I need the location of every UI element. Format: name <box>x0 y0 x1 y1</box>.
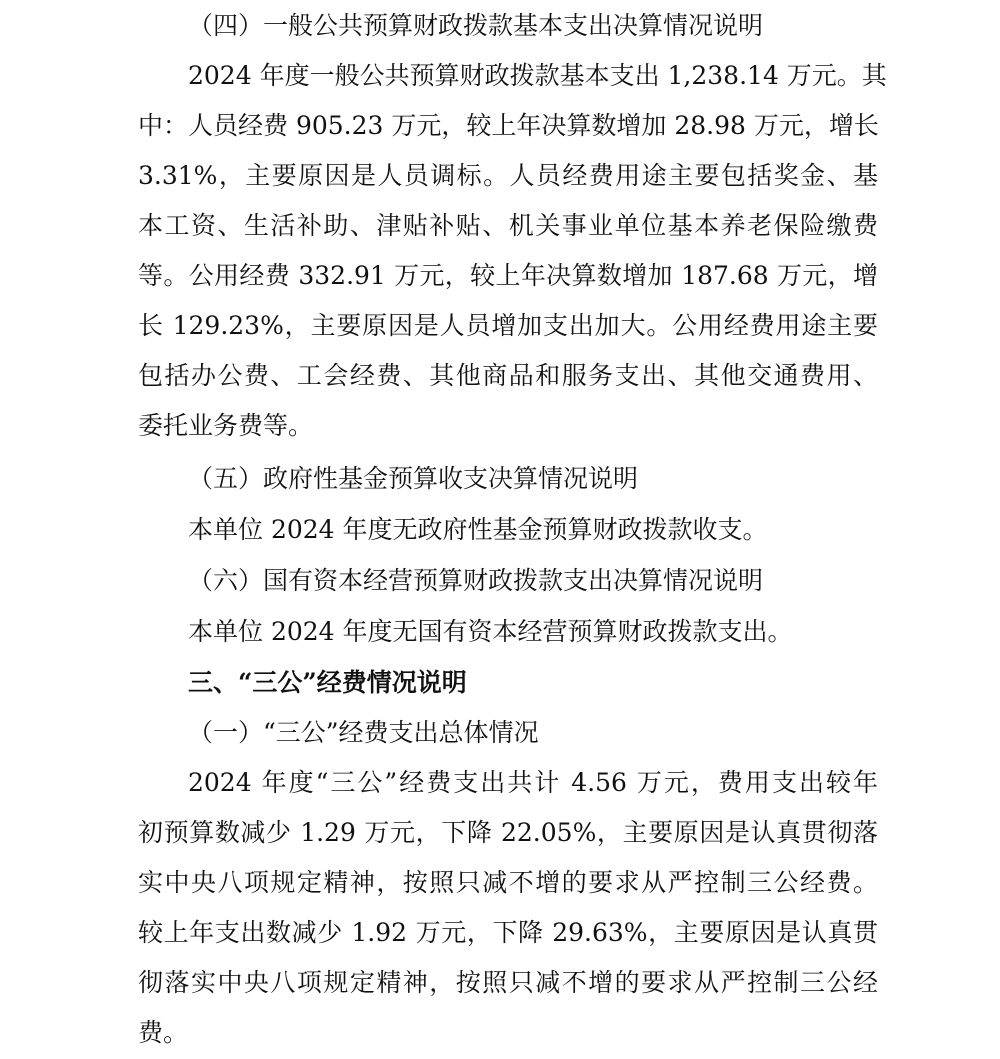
part-3-1-paragraph-line: 实中央八项规定精神，按照只减不增的要求从严控制三公经费。 <box>138 868 878 897</box>
section-6-paragraph: 本单位 2024 年度无国有资本经营预算财政拨款支出。 <box>188 617 793 646</box>
section-4-paragraph-line: 3.31%，主要原因是人员调标。人员经费用途主要包括奖金、基 <box>138 161 878 190</box>
part-3-1-paragraph-line: 费。 <box>138 1018 189 1047</box>
part-3-1-paragraph-line: 2024 年度“三公”经费支出共计 4.56 万元，费用支出较年 <box>188 768 878 797</box>
section-4-paragraph-line: 中：人员经费 905.23 万元，较上年决算数增加 28.98 万元，增长 <box>138 111 879 140</box>
part-3-1-paragraph-line: 初预算数减少 1.29 万元，下降 22.05%，主要原因是认真贯彻落 <box>138 818 878 847</box>
section-4-paragraph-line: 本工资、生活补助、津贴补贴、机关事业单位基本养老保险缴费 <box>138 211 878 240</box>
section-4-paragraph-line: 长 129.23%，主要原因是人员增加支出加大。公用经费用途主要 <box>138 311 878 340</box>
section-4-paragraph-line: 2024 年度一般公共预算财政拨款基本支出 1,238.14 万元。其 <box>188 61 887 90</box>
part-3-1-heading: （一）“三公”经费支出总体情况 <box>188 718 539 747</box>
section-4-paragraph-line: 委托业务费等。 <box>138 411 314 440</box>
section-6-heading: （六）国有资本经营预算财政拨款支出决算情况说明 <box>188 566 764 595</box>
part-3-1-paragraph-line: 较上年支出数减少 1.92 万元，下降 29.63%，主要原因是认真贯 <box>138 918 878 947</box>
section-5-paragraph: 本单位 2024 年度无政府性基金预算财政拨款收支。 <box>188 515 768 544</box>
section-5-heading: （五）政府性基金预算收支决算情况说明 <box>188 464 639 493</box>
part-3-heading: 三、“三公”经费情况说明 <box>188 668 467 697</box>
part-3-1-paragraph-line: 彻落实中央八项规定精神，按照只减不增的要求从严控制三公经 <box>138 968 878 997</box>
section-4-heading: （四）一般公共预算财政拨款基本支出决算情况说明 <box>188 11 764 40</box>
section-4-paragraph-line: 等。公用经费 332.91 万元，较上年决算数增加 187.68 万元，增 <box>138 261 878 290</box>
section-4-paragraph-line: 包括办公费、工会经费、其他商品和服务支出、其他交通费用、 <box>138 361 878 390</box>
